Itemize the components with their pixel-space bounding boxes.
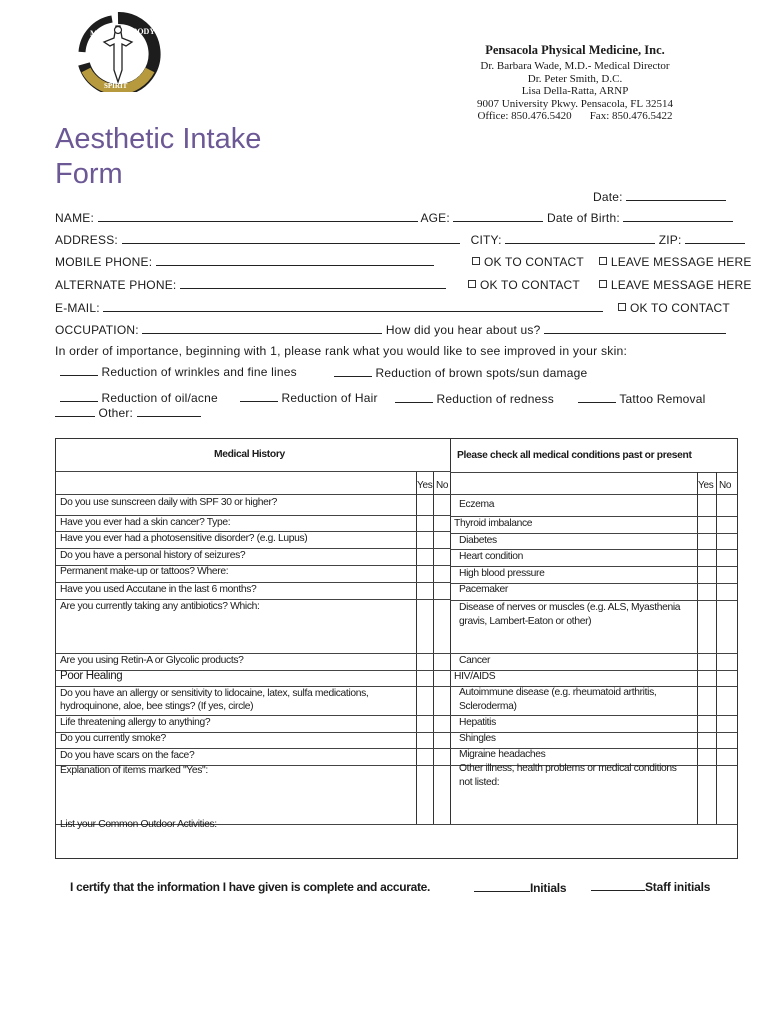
occupation-line[interactable] xyxy=(142,323,382,334)
condition-other-cont: not listed: xyxy=(459,777,500,788)
certification-statement: I certify that the information I have given is complete and accurate. xyxy=(70,880,431,894)
rank-hair-line[interactable] xyxy=(240,391,278,402)
right-no-header: No xyxy=(719,480,732,491)
logo-text-right: BODY xyxy=(132,27,156,36)
age-label: AGE: xyxy=(420,211,450,225)
rank-wrinkles-line[interactable] xyxy=(60,365,98,376)
address-row xyxy=(55,233,745,247)
clinic-director: Dr. Barbara Wade, M.D.- Medical Director xyxy=(480,60,670,73)
clinic-fax: Fax: 850.476.5422 xyxy=(589,110,673,123)
condition-hepatitis: Hepatitis xyxy=(459,717,496,728)
condition-thyroid: Thyroid imbalance xyxy=(454,518,533,529)
clinic-office: Office: 850.476.5420 xyxy=(477,110,572,123)
dob-label: Date of Birth: xyxy=(547,211,620,225)
history-skin-cancer: Have you ever had a skin cancer? Type: xyxy=(60,517,231,528)
address-line[interactable] xyxy=(122,233,460,244)
history-allergy: Do you have an allergy or sensitivity to lidocaine, latex, sulfa medications, xyxy=(60,688,369,699)
mobile-ok-label: OK TO CONTACT xyxy=(484,255,584,269)
conditions-header: Please check all medical conditions past or present xyxy=(457,450,692,461)
rank-acne xyxy=(60,391,218,405)
alternate-message-label: LEAVE MESSAGE HERE xyxy=(610,278,752,292)
initials-label: Initials xyxy=(530,881,567,895)
rank-acne-line[interactable] xyxy=(60,391,98,402)
condition-nerves: Disease of nerves or muscles (e.g. ALS, Myasthenia xyxy=(459,602,681,613)
rank-tattoo xyxy=(578,392,706,406)
history-smoke: Do you currently smoke? xyxy=(60,733,166,744)
history-life-threatening: Life threatening allergy to anything? xyxy=(60,717,211,728)
history-seizures: Do you have a personal history of seizures? xyxy=(60,550,246,561)
condition-shingles: Shingles xyxy=(459,733,496,744)
condition-cancer: Cancer xyxy=(459,655,491,666)
alternate-message-checkbox[interactable] xyxy=(599,280,607,288)
alternate-label: ALTERNATE PHONE: xyxy=(55,278,177,292)
history-photosensitive: Have you ever had a photosensitive disorder? (e.g. Lupus) xyxy=(60,533,308,544)
rank-wrinkles xyxy=(60,365,297,379)
form-title-line2: Form xyxy=(55,158,123,190)
form-title xyxy=(55,122,261,192)
name-line[interactable] xyxy=(98,211,418,222)
heard-line[interactable] xyxy=(544,323,726,334)
condition-migraine: Migraine headaches xyxy=(459,749,546,760)
clinic-logo xyxy=(72,12,164,92)
history-allergy-cont: hydroquinone, aloe, bee stings? (If yes, circle) xyxy=(60,701,254,712)
rank-spots-label: Reduction of brown spots/sun damage xyxy=(375,366,588,380)
initials-field xyxy=(474,881,566,895)
email-label: E-MAIL: xyxy=(55,301,100,315)
clinic-info xyxy=(420,44,730,122)
date-line[interactable] xyxy=(626,190,726,201)
email-contact-option xyxy=(618,301,730,315)
rank-other xyxy=(55,406,201,420)
date-field[interactable] xyxy=(593,190,726,204)
condition-blood-pressure: High blood pressure xyxy=(459,568,545,579)
history-tattoos: Permanent make-up or tattoos? Where: xyxy=(60,566,229,577)
clinic-nurse: Lisa Della-Ratta, ARNP xyxy=(521,85,629,98)
logo-emblem xyxy=(72,12,164,92)
condition-eczema: Eczema xyxy=(459,499,495,510)
name-label: NAME: xyxy=(55,211,95,225)
form-title-line1: Aesthetic Intake xyxy=(55,123,262,155)
staff-initials-field xyxy=(591,880,710,894)
left-yes-header: Yes xyxy=(417,480,433,491)
condition-autoimmune-cont: Scleroderma) xyxy=(459,701,517,712)
dob-line[interactable] xyxy=(623,211,733,222)
zip-label: ZIP: xyxy=(658,233,682,247)
history-retin-a: Are you using Retin-A or Glycolic products? xyxy=(60,655,244,666)
alternate-contact-options xyxy=(468,278,752,292)
right-yes-header: Yes xyxy=(698,480,714,491)
rank-instruction: In order of importance, beginning with 1, please rank what you would like to see improved in your skin: xyxy=(55,344,628,358)
logo-text-top: MIND xyxy=(90,29,113,38)
medical-history-header: Medical History xyxy=(214,449,285,460)
rank-hair-label: Reduction of Hair xyxy=(281,391,378,405)
history-scars: Do you have scars on the face? xyxy=(60,750,195,761)
address-label: ADDRESS: xyxy=(55,233,118,247)
condition-other: Other illness, health problems or medical conditions xyxy=(459,763,677,774)
history-poor-healing: Poor Healing xyxy=(60,670,123,682)
condition-autoimmune: Autoimmune disease (e.g. rheumatoid arthritis, xyxy=(459,687,657,698)
email-ok-checkbox[interactable] xyxy=(618,303,626,311)
rank-redness-line[interactable] xyxy=(395,392,433,403)
city-label: CITY: xyxy=(470,233,502,247)
history-antibiotics: Are you currently taking any antibiotics? Which: xyxy=(60,601,260,612)
name-row xyxy=(55,211,733,225)
alternate-ok-label: OK TO CONTACT xyxy=(480,278,580,292)
age-line[interactable] xyxy=(453,211,543,222)
occupation-label: OCCUPATION: xyxy=(55,323,139,337)
rank-redness xyxy=(395,392,554,406)
rank-redness-label: Reduction of redness xyxy=(436,392,554,406)
condition-pacemaker: Pacemaker xyxy=(459,584,508,595)
clinic-phones xyxy=(420,110,730,122)
clinic-address: 9007 University Pkwy. Pensacola, FL 32514 xyxy=(477,97,673,110)
rank-hair xyxy=(240,391,378,405)
alternate-row xyxy=(55,278,446,292)
clinic-doctor: Dr. Peter Smith, D.C. xyxy=(527,72,623,85)
email-ok-label: OK TO CONTACT xyxy=(630,301,730,315)
condition-nerves-cont: gravis, Lambert-Eaton or other) xyxy=(459,616,592,627)
email-line[interactable] xyxy=(103,301,603,312)
mobile-ok-checkbox[interactable] xyxy=(472,257,480,265)
mobile-message-checkbox[interactable] xyxy=(599,257,607,265)
outdoor-activities-label: List your Common Outdoor Activities: xyxy=(60,819,217,830)
rank-other-label: Other: xyxy=(98,406,134,420)
left-no-header: No xyxy=(436,480,449,491)
staff-initials-line[interactable] xyxy=(591,880,645,891)
city-line[interactable] xyxy=(505,233,655,244)
mobile-label: MOBILE PHONE: xyxy=(55,255,153,269)
rank-tattoo-line[interactable] xyxy=(578,392,616,403)
condition-heart: Heart condition xyxy=(459,551,524,562)
rank-acne-label: Reduction of oil/acne xyxy=(101,391,218,405)
condition-hiv: HIV/AIDS xyxy=(454,671,496,682)
email-row xyxy=(55,301,603,315)
rank-other-rank-line[interactable] xyxy=(55,406,95,417)
rank-other-text-line[interactable] xyxy=(137,406,201,417)
mobile-message-label: LEAVE MESSAGE HERE xyxy=(610,255,752,269)
staff-initials-label: Staff initials xyxy=(645,880,711,894)
alternate-line[interactable] xyxy=(180,278,446,289)
mobile-line[interactable] xyxy=(156,255,434,266)
rank-wrinkles-label: Reduction of wrinkles and fine lines xyxy=(101,365,297,379)
date-label: Date: xyxy=(593,190,623,204)
history-sunscreen: Do you use sunscreen daily with SPF 30 or higher? xyxy=(60,497,277,508)
initials-line[interactable] xyxy=(474,881,530,892)
occupation-row xyxy=(55,323,726,337)
rank-spots xyxy=(334,366,587,380)
heard-label: How did you hear about us? xyxy=(385,323,541,337)
alternate-ok-checkbox[interactable] xyxy=(468,280,476,288)
history-accutane: Have you used Accutane in the last 6 months? xyxy=(60,584,257,595)
rank-tattoo-label: Tattoo Removal xyxy=(619,392,706,406)
clinic-name: Pensacola Physical Medicine, Inc. xyxy=(485,43,665,57)
mobile-contact-options xyxy=(472,255,752,269)
logo-text-bottom: SPIRIT xyxy=(104,82,128,90)
history-explanation: Explanation of items marked "Yes": xyxy=(60,765,208,776)
medical-table xyxy=(55,438,738,859)
rank-spots-line[interactable] xyxy=(334,366,372,377)
mobile-row xyxy=(55,255,434,269)
zip-line[interactable] xyxy=(685,233,745,244)
condition-diabetes: Diabetes xyxy=(459,535,497,546)
